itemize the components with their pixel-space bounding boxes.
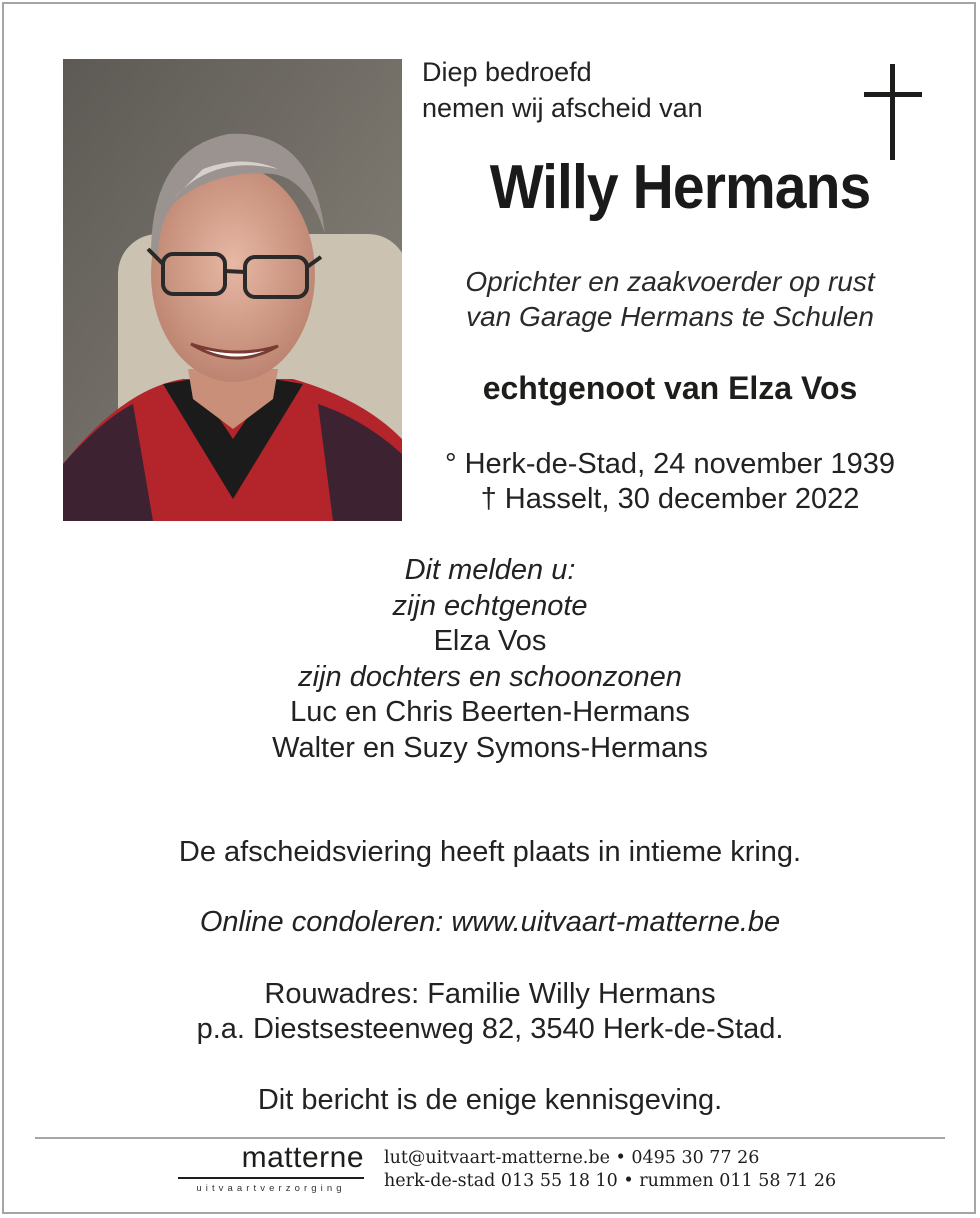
- cross-icon: [864, 64, 922, 160]
- family-list: [0, 553, 980, 766]
- spouse-line: echtgenoot van Elza Vos: [482, 370, 858, 406]
- wife-label: zijn echtgenote: [392, 589, 588, 622]
- mourning-address: [0, 977, 980, 1047]
- child-1: Luc en Chris Beerten-Hermans: [290, 696, 690, 728]
- birth-line: ° Herk-de-Stad, 24 november 1939: [444, 448, 896, 480]
- logo-name: matterne: [241, 1141, 364, 1174]
- role-line-1: Oprichter en zaakvoerder op rust: [465, 266, 875, 297]
- address-line-2: p.a. Diestsesteenweg 82, 3540 Herk-de-Stad.: [196, 1013, 784, 1045]
- contact-line-1: lut@uitvaart-matterne.be • 0495 30 77 26: [384, 1148, 760, 1168]
- portrait-photo: [63, 59, 402, 521]
- address-line-1: Rouwadres: Familie Willy Hermans: [264, 978, 716, 1010]
- deceased-name: Willy Hermans: [489, 153, 871, 222]
- role-line-2: van Garage Hermans te Schulen: [466, 301, 874, 332]
- intro-text: [422, 54, 782, 126]
- family-intro: Dit melden u:: [404, 554, 576, 586]
- intro-line-2: nemen wij afscheid van: [422, 93, 703, 123]
- child-2: Walter en Suzy Symons-Hermans: [272, 731, 708, 764]
- contact-line-2: herk-de-stad 013 55 18 10 • rummen 011 58 71 26: [384, 1171, 837, 1191]
- online-condolences: Online condoleren: www.uitvaart-matterne.be: [199, 906, 781, 938]
- footer-divider: [35, 1137, 945, 1139]
- contact-info: [384, 1147, 884, 1193]
- wife-name: Elza Vos: [433, 625, 547, 657]
- deceased-role: [420, 264, 920, 334]
- children-label: zijn dochters en schoonzonen: [298, 660, 682, 693]
- life-dates: [420, 447, 920, 517]
- intro-line-1: Diep bedroefd: [422, 57, 592, 87]
- ceremony-text: De afscheidsviering heeft plaats in intieme kring.: [178, 836, 802, 868]
- logo-underline: [178, 1177, 364, 1179]
- notice-text: Dit bericht is de enige kennisgeving.: [257, 1084, 723, 1116]
- matterne-logo: [178, 1141, 364, 1195]
- logo-subtitle: uitvaartverzorging: [196, 1183, 346, 1194]
- death-line: † Hasselt, 30 december 2022: [480, 483, 860, 515]
